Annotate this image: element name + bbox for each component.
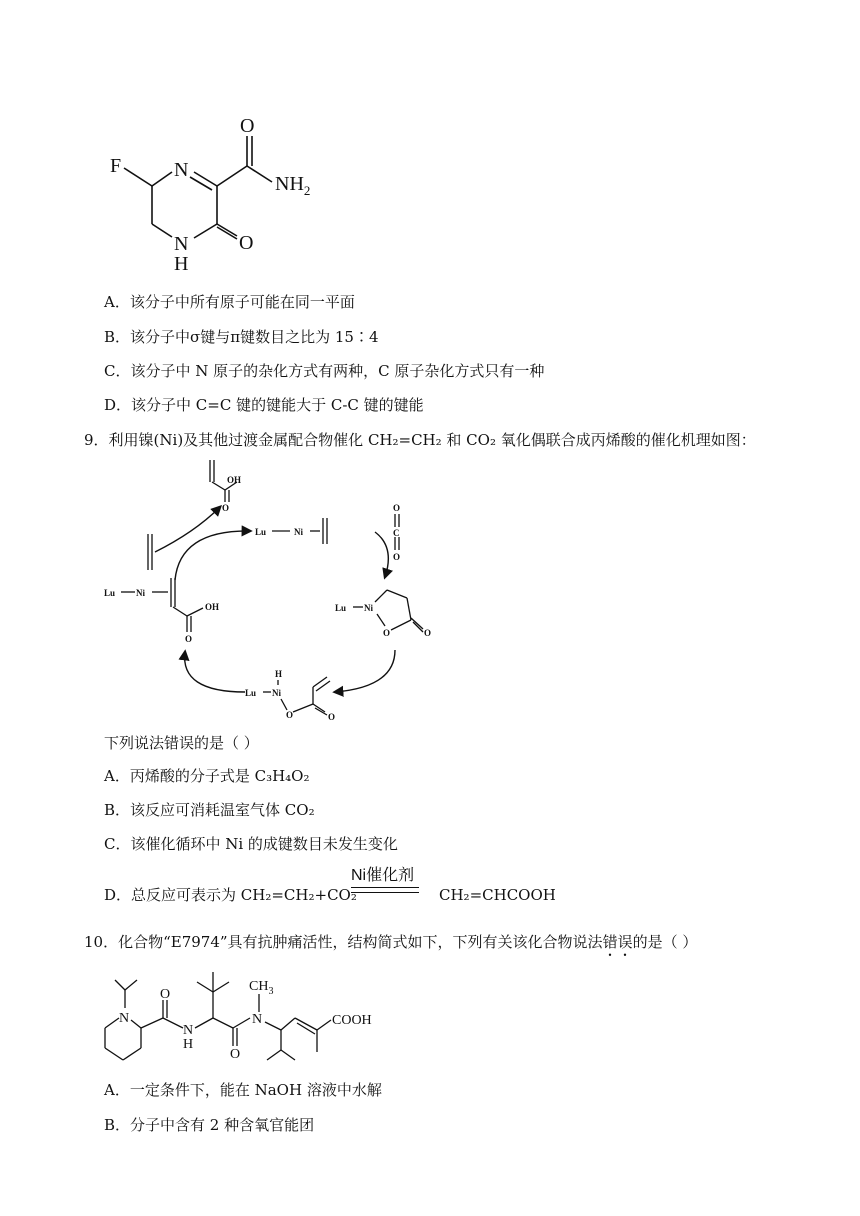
q10-stem-emphasis: 错误 <box>602 933 633 951</box>
q8-option-c: C．该分子中 N 原子的杂化方式有两种，C 原子杂化方式只有一种 <box>104 362 545 380</box>
q8-option-b: B．该分子中σ键与π键数目之比为 15∶4 <box>104 328 379 346</box>
q8-bonds <box>124 136 272 239</box>
q10-atom-o1: O <box>160 987 171 1002</box>
q8-atom-n-top: N <box>174 159 189 181</box>
q10-option-b: B．分子中含有 2 种含氧官能团 <box>104 1116 315 1134</box>
q9-option-a: A．丙烯酸的分子式是 C₃H₄O₂ <box>104 767 310 785</box>
q9-co2-c: C <box>393 528 400 538</box>
q10-stem: 10．化合物“E7974”具有抗肿痛活性，结构简式如下，下列有关该化合物说法错误的是（ ） <box>84 933 698 951</box>
q9-h: H <box>275 669 283 679</box>
q9-co2-o1: O <box>393 503 401 513</box>
q9-co2-o2: O <box>393 552 401 562</box>
q8-option-a: A．该分子中所有原子可能在同一平面 <box>104 293 355 311</box>
q10-atom-ch3: $CH_3$ <box>249 979 274 997</box>
q9-bottom-co: O <box>328 712 336 722</box>
q9-prompt: 下列说法错误的是（ ） <box>104 734 259 752</box>
q8-atom-nh-h: H <box>174 253 189 270</box>
q9-option-d-prefix: D．总反应可表示为 CH₂=CH₂+CO₂ <box>104 886 357 904</box>
q10-structure <box>95 960 395 1080</box>
q9-ni-2: Ni <box>364 603 373 613</box>
q8-option-d: D．该分子中 C=C 键的键能大于 C-C 键的键能 <box>104 396 424 414</box>
q9-left-o: O <box>185 634 193 644</box>
q8-atom-nh-n: N <box>174 233 189 255</box>
q10-atom-n1: N <box>119 1011 130 1026</box>
q10-atom-nh-h: H <box>183 1037 194 1052</box>
q9-left-oh: OH <box>205 602 220 612</box>
q9-option-c: C．该催化循环中 Ni 的成键数目未发生变化 <box>104 835 398 853</box>
q9-top-oh: OH <box>227 475 242 485</box>
q10-atom-o2: O <box>230 1047 241 1062</box>
q9-lu-3: Lu <box>104 588 116 598</box>
q10-atom-nh-n: N <box>183 1023 194 1038</box>
q9-bottom-o: O <box>286 710 294 720</box>
q8-atom-o-ring: O <box>239 232 254 254</box>
q10-option-a: A．一定条件下，能在 NaOH 溶液中水解 <box>104 1081 382 1099</box>
q9-ring-co: O <box>424 628 432 638</box>
q10-atom-n2: N <box>252 1012 263 1027</box>
q8-structure <box>100 110 340 270</box>
q9-cycle-arrows <box>155 507 395 692</box>
q10-bonds <box>105 972 331 1060</box>
q8-atom-nh2: $NH_2$ <box>275 173 311 198</box>
q9-lu-2: Lu <box>335 603 347 613</box>
q9-option-b: B．该反应可消耗温室气体 CO₂ <box>104 801 315 819</box>
q9-top-o: O <box>222 503 230 513</box>
q9-catalytic-cycle <box>95 452 475 732</box>
q9-lu-4: Lu <box>245 688 257 698</box>
q9-catalyst-label: Ni催化剂 <box>351 867 415 884</box>
q9-bonds <box>121 460 423 715</box>
q9-ni-4: Ni <box>272 688 281 698</box>
q9-ni-3: Ni <box>136 588 145 598</box>
q9-ring-o: O <box>383 628 391 638</box>
q9-lu-1: Lu <box>255 527 267 537</box>
q8-atom-f: F <box>110 155 122 177</box>
q9-stem: 9．利用镍(Ni)及其他过渡金属配合物催化 CH₂=CH₂ 和 CO₂ 氧化偶联合成丙烯酸的催化机理如图： <box>84 431 756 449</box>
q9-option-d-product: CH₂=CHCOOH <box>439 886 556 904</box>
q9-equal-arrow <box>351 887 419 893</box>
q9-ni-1: Ni <box>294 527 303 537</box>
q8-atom-o-carbonyl: O <box>240 115 255 137</box>
q10-atom-cooh: COOH <box>332 1013 372 1028</box>
